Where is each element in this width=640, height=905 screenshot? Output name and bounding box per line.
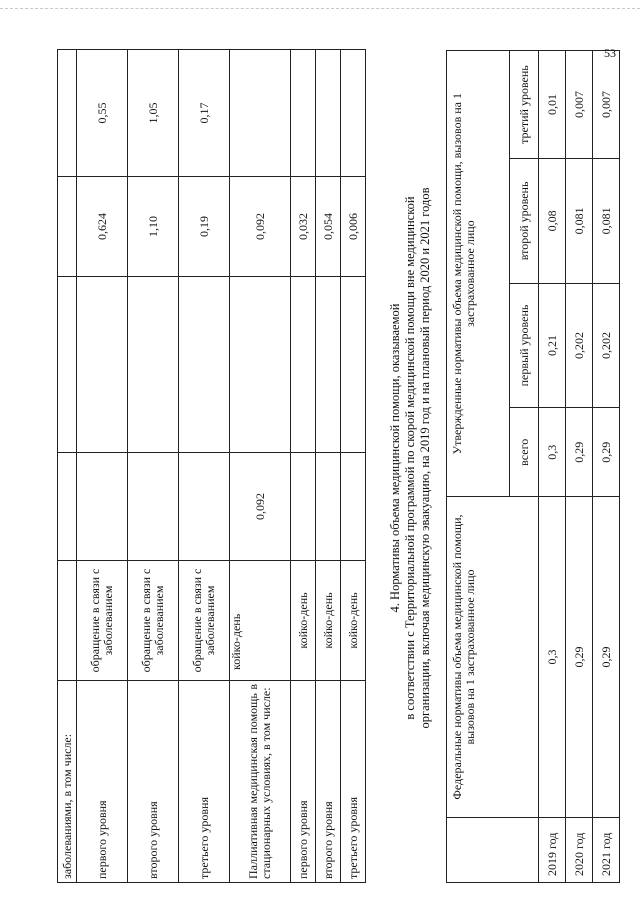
cell-value: 0,006 <box>341 177 366 277</box>
federal-cell: 0,3 <box>539 497 566 817</box>
level-1-cell: 0,21 <box>539 283 566 408</box>
row-label: первого уровня <box>291 681 316 883</box>
section-title: 4. Нормативы объема медицинской помощи, оказываемой <box>388 303 402 613</box>
ambulance-norms-table <box>446 50 620 883</box>
cell-value <box>128 453 179 561</box>
level-2-cell: 0,08 <box>539 159 566 284</box>
scan-edge-line <box>0 8 640 9</box>
section-subtitle-line-2: организации, включая медицинскую эвакуацию, на 2019 год и на плановый период 2020 и 2021 годов <box>418 187 432 729</box>
row-unit <box>58 561 77 681</box>
cell-value <box>291 50 316 177</box>
cell-value: 0,032 <box>291 177 316 277</box>
row-label: второго уровня <box>128 681 179 883</box>
table-row <box>291 50 316 883</box>
cell-value <box>179 277 230 453</box>
table-row <box>58 50 77 883</box>
row-unit: койко-день <box>230 561 291 681</box>
subheader-level-3: третий уровень <box>510 51 539 159</box>
cell-value: 0,624 <box>77 177 128 277</box>
row-label: первого уровня <box>77 681 128 883</box>
approved-norms-header: Утвержденные нормативы объема медицинской помощи, вызовов на 1 застрахованное лицо <box>447 51 510 497</box>
level-3-cell: 0,007 <box>566 51 593 159</box>
volume-norms-table-continued <box>57 49 366 883</box>
row-unit: обращение в связи с заболеванием <box>128 561 179 681</box>
level-1-cell: 0,202 <box>593 283 620 408</box>
row-unit: койко-день <box>291 561 316 681</box>
cell-value <box>230 277 291 453</box>
table-row <box>316 50 341 883</box>
cell-value: 0,092 <box>230 177 291 277</box>
total-cell: 0,29 <box>593 408 620 497</box>
federal-cell: 0,29 <box>593 497 620 817</box>
cell-value: 0,054 <box>316 177 341 277</box>
cell-value: 1,05 <box>128 50 179 177</box>
year-header <box>447 817 539 882</box>
level-2-cell: 0,081 <box>566 159 593 284</box>
row-label: третьего уровня <box>341 681 366 883</box>
subheader-total: всего <box>510 408 539 497</box>
cell-value: 0,17 <box>179 50 230 177</box>
page-number: 53 <box>604 46 616 60</box>
cell-value <box>230 50 291 177</box>
federal-cell: 0,29 <box>566 497 593 817</box>
row-label: третьего уровня <box>179 681 230 883</box>
cell-value <box>316 453 341 561</box>
cell-value <box>291 453 316 561</box>
row-unit: койко-день <box>341 561 366 681</box>
table-row <box>341 50 366 883</box>
cell-value <box>58 50 77 177</box>
total-cell: 0,3 <box>539 408 566 497</box>
total-cell: 0,29 <box>566 408 593 497</box>
cell-value <box>77 453 128 561</box>
cell-value: 0,092 <box>230 453 291 561</box>
row-label: заболеваниями, в том числе: <box>58 681 77 883</box>
year-cell: 2019 год <box>539 817 566 882</box>
table-row <box>539 51 566 883</box>
level-1-cell: 0,202 <box>566 283 593 408</box>
row-label: второго уровня <box>316 681 341 883</box>
cell-value: 0,55 <box>77 50 128 177</box>
row-unit: обращение в связи с заболеванием <box>179 561 230 681</box>
subheader-level-2: второй уровень <box>510 159 539 284</box>
cell-value <box>341 453 366 561</box>
cell-value: 1,10 <box>128 177 179 277</box>
level-2-cell: 0,081 <box>593 159 620 284</box>
rotated-page <box>17 33 622 883</box>
cell-value <box>58 177 77 277</box>
cell-value <box>58 277 77 453</box>
row-label: Паллиативная медицинская помощь в стационарных условиях, в том числе: <box>230 681 291 883</box>
cell-value <box>341 277 366 453</box>
cell-value <box>316 50 341 177</box>
cell-value <box>77 277 128 453</box>
table-row <box>566 51 593 883</box>
cell-value: 0,19 <box>179 177 230 277</box>
row-unit: обращение в связи с заболеванием <box>77 561 128 681</box>
year-cell: 2020 год <box>566 817 593 882</box>
cell-value <box>316 277 341 453</box>
table-row <box>593 51 620 883</box>
table-row <box>179 50 230 883</box>
row-unit: койко-день <box>316 561 341 681</box>
cell-value <box>341 50 366 177</box>
federal-norms-header: Федеральные нормативы объема медицинской помощи, вызовов на 1 застрахованное лицо <box>447 497 539 817</box>
table-row <box>230 50 291 883</box>
subheader-level-1: первый уровень <box>510 283 539 408</box>
level-3-cell: 0,01 <box>539 51 566 159</box>
section-subtitle-line-1: в соответствии с Территориальной программой по скорой медицинской помощи вне медицинской <box>403 196 417 720</box>
table-row <box>128 50 179 883</box>
level-3-cell: 0,007 <box>593 51 620 159</box>
table-row <box>77 50 128 883</box>
cell-value <box>58 453 77 561</box>
year-cell: 2021 год <box>593 817 620 882</box>
cell-value <box>291 277 316 453</box>
cell-value <box>128 277 179 453</box>
header-row <box>447 51 510 883</box>
cell-value <box>179 453 230 561</box>
